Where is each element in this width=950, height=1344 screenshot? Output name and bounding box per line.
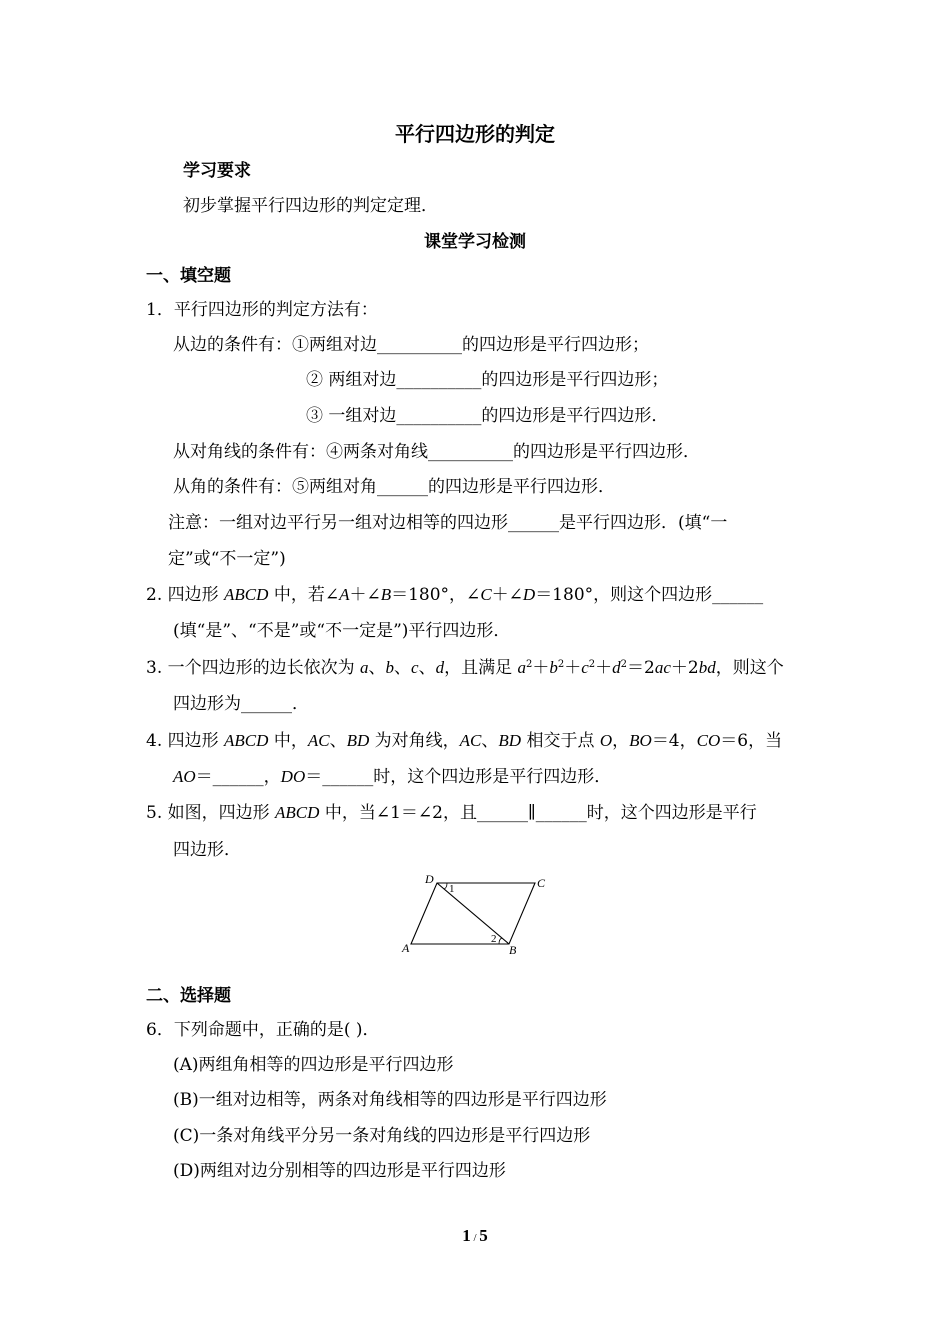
page-total: 5 [479, 1226, 488, 1245]
q4-var: CO [696, 731, 721, 750]
q4-var: AC [459, 731, 482, 750]
q1-note-line1: 注意：一组对边平行另一组对边相等的四边形______是平行四边形．(填“一 [168, 513, 728, 533]
q3-text: ，且满足 [444, 658, 518, 678]
q3-var: b [549, 658, 558, 677]
q4-text: 、 [329, 731, 347, 751]
q3-var: a [360, 658, 369, 677]
parallelogram-figure [395, 868, 565, 960]
q2-var: C [480, 585, 492, 604]
q6-stem: 6．下列命题中，正确的是( )． [146, 1020, 380, 1040]
q6-option-b: (B)一组对边相等，两条对角线相等的四边形是平行四边形 [173, 1090, 607, 1110]
q3-var: c [411, 658, 419, 677]
q1-angle: 从角的条件有：⑤两组对角______的四边形是平行四边形． [173, 477, 615, 497]
q3-line1 [146, 656, 784, 680]
label-d: D [425, 872, 434, 886]
q3-line2: 四边形为______． [173, 694, 309, 714]
q4-text: ， [612, 731, 630, 751]
q1-side-a: 从边的条件有：①两组对边__________的四边形是平行四边形； [173, 335, 649, 355]
q3-text: 、 [418, 658, 436, 678]
q4-text: 相交于点 [521, 731, 600, 751]
q4-text: ＝______， [195, 767, 281, 787]
q5-text: 5. 如图，四边形 [146, 803, 276, 823]
q1-side-b: ② 两组对边__________的四边形是平行四边形； [306, 370, 669, 390]
q3-var: bd [698, 658, 716, 677]
q2-text: 中，若∠ [268, 585, 340, 605]
classroom-heading: 课堂学习检测 [424, 232, 526, 252]
q5-text: 中，当∠1＝∠2，且______∥______时，这个四边形是平行 [319, 803, 757, 823]
label-c: C [537, 876, 546, 890]
q5-line1 [146, 801, 757, 825]
q3-var: c [581, 658, 589, 677]
q4-var: AO [173, 767, 196, 786]
q3-text: 、 [394, 658, 412, 678]
q2-text: ＝180°，∠ [391, 585, 481, 605]
q3-text: 、 [368, 658, 386, 678]
q2-line1 [146, 583, 763, 607]
q4-text: ＝6，当 [720, 731, 783, 751]
q3-text: 3. 一个四边形的边长依次为 [146, 658, 361, 678]
q2-line2: (填“是”、“不是”或“不一定是”)平行四边形． [173, 621, 511, 641]
q4-text: ＝4， [651, 731, 697, 751]
label-a: A [402, 941, 410, 955]
q4-var: ABCD [224, 731, 269, 750]
q4-line2 [173, 765, 611, 789]
q4-var: O [599, 731, 613, 750]
label-b: B [509, 943, 517, 957]
q2-text: ＋∠ [349, 585, 381, 605]
diagonal-db [437, 883, 509, 944]
q3-exp: 2 [557, 659, 565, 670]
q1-diagonal: 从对角线的条件有：④两条对角线__________的四边形是平行四边形． [173, 442, 700, 462]
page-number [0, 1224, 950, 1250]
q1-side-c: ③ 一组对边__________的四边形是平行四边形． [306, 406, 669, 426]
q3-exp: 2 [588, 659, 596, 670]
q3-exp: 2 [525, 659, 533, 670]
q3-var: ac [654, 658, 671, 677]
q3-text: ＋ [532, 658, 550, 678]
angle-1-arc [444, 883, 447, 889]
q5-var: ABCD [275, 803, 320, 822]
q5-line2: 四边形． [173, 840, 241, 860]
q3-text: ＋ [595, 658, 613, 678]
q3-exp: 2 [620, 659, 628, 670]
q2-var: ABCD [224, 585, 269, 604]
q2-text: 2. 四边形 [146, 585, 225, 605]
q6-option-c: (C)一条对角线平分另一条对角线的四边形是平行四边形 [173, 1126, 591, 1146]
q4-line1 [146, 729, 782, 753]
q4-var: BO [629, 731, 652, 750]
q3-var: d [435, 658, 445, 677]
q3-var: d [612, 658, 621, 677]
q3-text: ，则这个 [715, 658, 784, 678]
q4-var: BD [498, 731, 522, 750]
label-angle-2: 2 [491, 933, 497, 945]
q2-var: B [380, 585, 392, 604]
q3-var: a [517, 658, 526, 677]
q2-text: ＋∠ [491, 585, 523, 605]
page-title: 平行四边形的判定 [395, 122, 555, 146]
section1-heading: 一、填空题 [146, 266, 231, 286]
page-separator: / [470, 1232, 480, 1244]
q4-text: 、 [481, 731, 499, 751]
q3-text: ＋ [564, 658, 582, 678]
q4-text: 4. 四边形 [146, 731, 225, 751]
q2-var: D [522, 585, 536, 604]
q4-var: DO [280, 767, 306, 786]
q2-var: A [339, 585, 350, 604]
q6-option-a: (A)两组角相等的四边形是平行四边形 [173, 1055, 454, 1075]
section2-heading: 二、选择题 [146, 986, 231, 1006]
q2-text: ＝180°，则这个四边形______ [535, 585, 764, 605]
q4-text: ＝______时，这个四边形是平行四边形． [305, 767, 612, 787]
label-angle-1: 1 [449, 883, 455, 895]
q3-text: ＝2 [627, 658, 655, 678]
q4-text: 为对角线， [369, 731, 460, 751]
q3-text: ＋2 [670, 658, 699, 678]
angle-2-arc [499, 938, 502, 944]
page-current: 1 [462, 1226, 471, 1245]
q1-note-line2: 定”或“不一定”) [168, 549, 286, 569]
requirements-text: 初步掌握平行四边形的判定定理． [183, 196, 438, 216]
q6-option-d: (D)两组对边分别相等的四边形是平行四边形 [173, 1161, 506, 1181]
q4-var: BD [346, 731, 370, 750]
q3-var: b [385, 658, 395, 677]
requirements-heading: 学习要求 [183, 161, 251, 181]
q4-text: 中， [268, 731, 308, 751]
q1-intro: 1．平行四边形的判定方法有： [146, 300, 378, 320]
q4-var: AC [307, 731, 330, 750]
